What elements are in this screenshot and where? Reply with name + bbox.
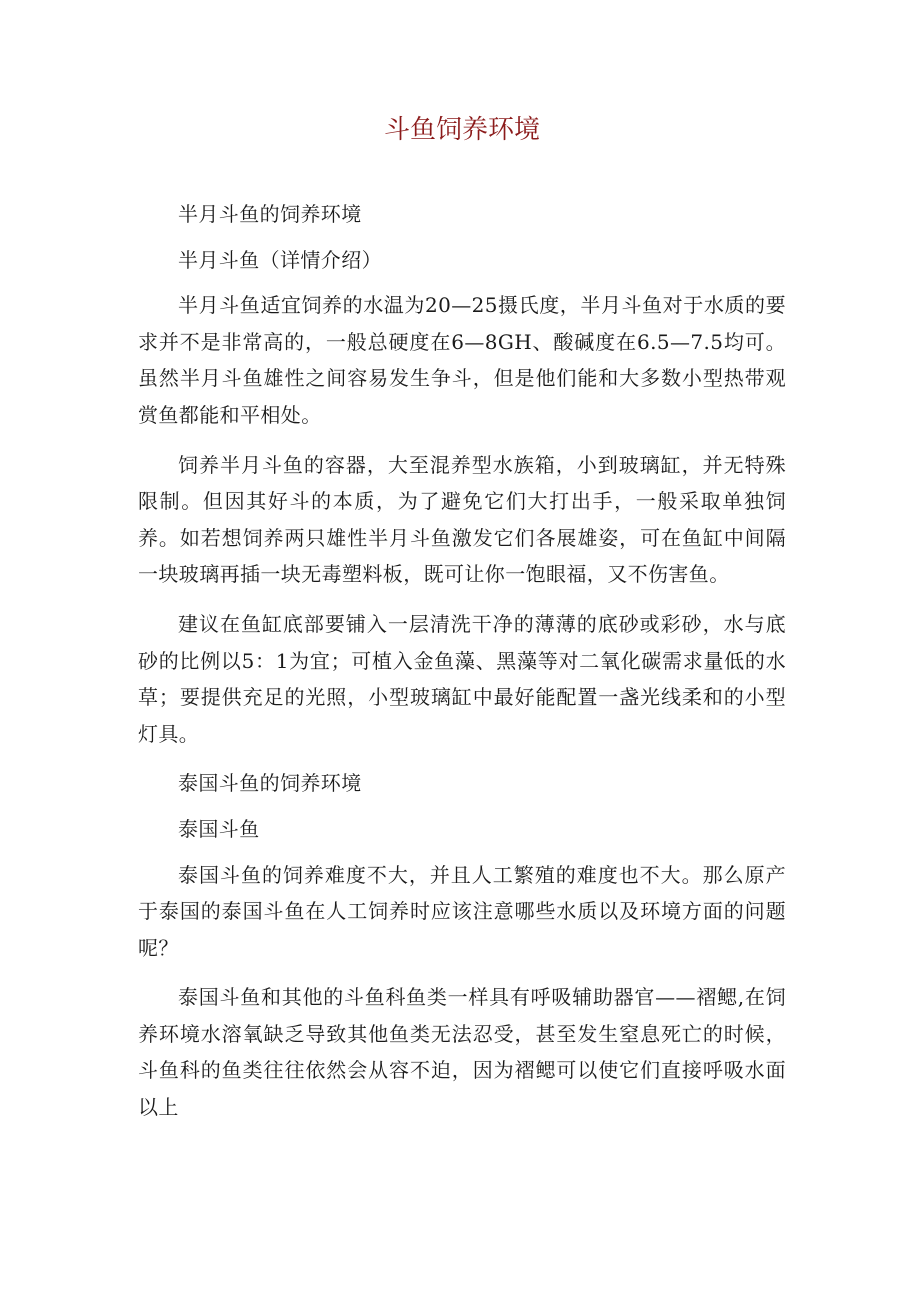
subheading-banyue-intro: 半月斗鱼（详情介绍） <box>178 247 382 272</box>
section-heading-banyue: 半月斗鱼的饲养环境 <box>178 202 362 226</box>
paragraph-labyrinth-organ: 泰国斗鱼和其他的斗鱼科鱼类一样具有呼吸辅助器官——褶鳃,在饲养环境水溶氧缺乏导致其他鱼类无法忍受，甚至发生窒息死亡的时候，斗鱼科的鱼类往往依然会从容不迫，因为褶鳃可以使它们直接呼吸水面以上 <box>138 985 786 1120</box>
paragraph-container: 饲养半月斗鱼的容器，大至混养型水族箱，小到玻璃缸，并无特殊限制。但因其好斗的本质，为了避免它们大打出手，一般采取单独饲养。如若想饲养两只雄性半月斗鱼激发它们各展雄姿，可在鱼缸中间隔一块玻璃再插一块无毒塑料板，既可让你一饱眼福，又不伤害鱼。 <box>138 452 786 587</box>
subheading-thai: 泰国斗鱼 <box>178 816 260 841</box>
document-title: 斗鱼饲养环境 <box>383 115 540 145</box>
paragraph-thai-difficulty: 泰国斗鱼的饲养难度不大，并且人工繁殖的难度也不大。那么原产于泰国的泰国斗鱼在人工饲养时应该注意哪些水质以及环境方面的问题呢？ <box>138 862 786 960</box>
paragraph-water-quality: 半月斗鱼适宜饲养的水温为20—25摄氏度，半月斗鱼对于水质的要求并不是非常高的，一般总硬度在6—8GH、酸碱度在6.5—7.5均可。虽然半月斗鱼雄性之间容易发生争斗，但是他们能和大多数小型热带观赏鱼都能和平相处。 <box>138 293 786 427</box>
document-body <box>138 196 786 1139</box>
section-heading-thai: 泰国斗鱼的饲养环境 <box>178 771 362 796</box>
paragraph-substrate-lighting: 建议在鱼缸底部要铺入一层清洗干净的薄薄的底砂或彩砂，水与底砂的比例以5：1为宜；可植入金鱼藻、黑藻等对二氧化碳需求量低的水草；要提供充足的光照，小型玻璃缸中最好能配置一盏光线柔和的小型灯具。 <box>138 611 786 746</box>
